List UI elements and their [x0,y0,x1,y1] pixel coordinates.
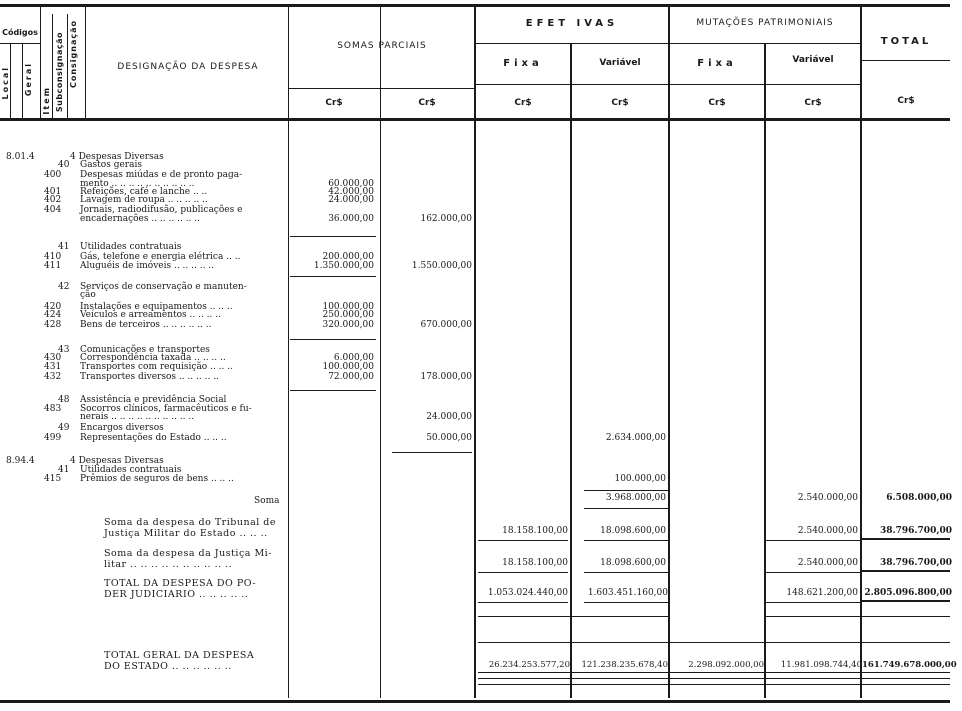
soma-tribunal-line1: Soma da despesa do Tribunal de [104,517,277,528]
total-geral-mut-fixa: 2.298.092.000,00 [688,660,764,670]
currency-label: Cr$ [611,98,629,108]
subtotal-rule [290,276,376,277]
row-partial-sum-1: 100.000,00 [322,302,374,312]
total-rule [584,540,668,541]
row-code: 49 [58,423,70,433]
total-poder-ef-fixa: 1.053.024.440,00 [487,588,568,598]
total-rule [862,570,950,572]
soma-tribunal-line2: Justiça Militar do Estado .. .. .. [104,528,268,539]
row-designation: Lavagem de roupa .. .. .. .. .. [80,195,208,205]
row-designation: Encargos diversos [80,423,164,433]
row-designation: Utilidades contratuais [80,465,182,475]
row-designation: Gás, telefone e energia elétrica .. .. [80,252,241,262]
row-designation: Socorros clínicos, farmacêuticos e fu- [80,404,252,414]
row-code: 402 [44,195,62,205]
row-partial-sum-1: 200.000,00 [322,252,374,262]
header-codigos: Códigos [2,28,38,37]
soma-justica-ef-fixa: 18.158.100,00 [502,558,568,568]
row-designation: Bens de terceiros .. .. .. .. .. .. [80,320,212,330]
total-rule [478,642,950,643]
col-divider [288,7,289,698]
header-efetivas-fixa: Fixa [503,58,543,69]
header-consignacao: Consignação [69,20,78,89]
total-rule [478,616,668,617]
total-geral-mut-variavel: 11.981.098.744,40 [780,660,862,670]
subheader-rule [288,88,474,89]
row-partial-sum-1: 1.350.000,00 [313,261,374,271]
row-designation: Comunicações e transportes [80,345,210,355]
total-rule [478,678,950,679]
total-rule [584,572,668,573]
row-designation: encadernações .. .. .. .. .. .. [80,214,200,224]
row-code: 428 [44,320,62,330]
soma-justica-mut-variavel: 2.540.000,00 [797,558,858,568]
header-total: TOTAL [880,36,932,47]
row-code: 499 [44,433,62,443]
code-col-divider [52,14,53,118]
code-col-divider [10,44,11,118]
row-designation: Serviços de conservação e manuten- [80,282,247,292]
currency-label: Cr$ [514,98,532,108]
soma-tribunal-ef-fixa: 18.158.100,00 [502,526,568,536]
row-designation: nerais .. .. .. .. .. .. .. .. .. .. [80,412,195,422]
total-poder-total: 2.805.096.800,00 [864,588,952,598]
row-designation: 4 Despesas Diversas [70,456,164,466]
total-rule [584,602,668,603]
soma-ef-variavel: 3.968.000,00 [605,493,666,503]
row-code: 400 [44,170,62,180]
row-designation: Gastos gerais [80,160,142,170]
row-designation: Transportes com requisição .. .. .. [80,362,233,372]
total-rule [766,540,860,541]
total-poder-line2: DER JUDICIARIO .. .. .. .. .. [104,589,249,600]
row-partial-sum-2: 50.000,00 [426,433,472,443]
row-designation: Despesas miúdas e de pronto paga- [80,170,243,180]
header-geral: Geral [24,62,33,97]
row-designation: Transportes diversos .. .. .. .. .. [80,372,219,382]
header-item: Item [42,86,51,115]
row-code: 42 [58,282,70,292]
total-rule [766,572,860,573]
header-designacao: DESIGNAÇÃO DA DESPESA [117,62,259,72]
code-col-divider [22,44,23,118]
soma-mut-variavel: 2.540.000,00 [797,493,858,503]
soma-justica-line1: Soma da despesa da Justiça Mi- [104,548,272,559]
row-partial-sum-1: 250.000,00 [322,310,374,320]
subtotal-rule [584,490,668,491]
col-divider [764,44,766,698]
subtotal-rule [290,236,376,237]
row-code: 411 [44,261,62,271]
row-code: 8.94.4 [6,456,35,466]
code-header-rule [0,43,40,44]
row-designation: Refeições, café e lanche .. .. [80,187,208,197]
row-code: 404 [44,205,62,215]
total-poder-ef-variavel: 1.603.451.160,00 [587,588,668,598]
currency-label: Cr$ [708,98,726,108]
row-partial-sum-1: 60.000,00 [328,179,374,189]
row-partial-sum-2: 24.000,00 [426,412,472,422]
currency-label: Cr$ [325,98,343,108]
header-mutacoes-fixa: Fixa [697,58,737,69]
code-col-divider [67,14,68,118]
col-divider [570,44,572,698]
row-partial-sum-2: 162.000,00 [420,214,472,224]
row-partial-sum-1: 24.000,00 [328,195,374,205]
total-rule [862,600,950,602]
row-partial-sum-1: 320.000,00 [322,320,374,330]
soma-tribunal-total: 38.796.700,00 [879,526,952,536]
soma-justica-line2: litar .. .. .. .. .. .. .. .. .. .. [104,559,233,570]
row-code: 431 [44,362,62,372]
row-code: 401 [44,187,62,197]
row-code: 415 [44,474,62,484]
bottom-rule [0,700,950,703]
total-rule [478,572,568,573]
row-code: 40 [58,160,70,170]
subheader-rule [862,60,950,61]
row-code: 432 [44,372,62,382]
currency-label: Cr$ [897,96,915,106]
header-local: Local [1,66,10,100]
row-efetiva-variavel: 2.634.000,00 [605,433,666,443]
row-code: 420 [44,302,62,312]
header-mutacoes-variavel: Variável [792,55,834,65]
total-rule [766,602,860,603]
header-mutacoes: MUTAÇÕES PATRIMONIAIS [696,18,834,28]
row-designation: Instalações e equipamentos .. .. .. [80,302,233,312]
row-code: 410 [44,252,62,262]
subtotal-rule [584,508,668,509]
soma-justica-ef-variavel: 18.098.600,00 [600,558,666,568]
col-divider [85,7,86,118]
header-efetivas: EFET IVAS [525,18,619,29]
row-code: 483 [44,404,62,414]
soma-tribunal-mut-variavel: 2.540.000,00 [797,526,858,536]
row-designation: Assistência e previdência Social [80,395,227,405]
total-rule [862,538,950,540]
header-subconsignacao: Subconsignação [55,32,64,113]
row-partial-sum-2: 1.550.000,00 [411,261,472,271]
row-code: 8.01.4 [6,152,35,162]
row-partial-sum-1: 6.000,00 [333,353,374,363]
total-rule [478,540,568,541]
col-divider [40,7,41,118]
total-poder-mut-variavel: 148.621.200,00 [786,588,858,598]
row-code: 424 [44,310,62,320]
total-geral-line2: DO ESTADO .. .. .. .. .. .. [104,661,232,672]
currency-label: Cr$ [804,98,822,108]
col-divider [668,7,670,698]
row-code: 43 [58,345,70,355]
total-rule [478,672,950,673]
total-geral-ef-variavel: 121.238.235.678,40 [581,660,668,670]
subheader-rule [476,84,860,85]
row-designation: Representações do Estado .. .. .. [80,433,227,443]
subtotal-rule [290,390,376,391]
row-designation: Jornais, radiodifusão, publicações e [80,205,243,215]
row-partial-sum-2: 670.000,00 [420,320,472,330]
header-somas-parciais: SOMAS PARCIAIS [337,41,427,51]
soma-justica-total: 38.796.700,00 [879,558,952,568]
row-code: 430 [44,353,62,363]
soma-label: Soma [254,496,280,506]
row-designation: ção [80,290,96,300]
row-designation: mento .. .. .. .. .. .. .. .. .. .. [80,179,195,189]
row-code: 48 [58,395,70,405]
total-geral-ef-fixa: 26.234.253.577,20 [488,660,570,670]
row-designation: Utilidades contratuais [80,242,182,252]
soma-tribunal-ef-variavel: 18.098.600,00 [600,526,666,536]
row-designation: 4 Despesas Diversas [70,152,164,162]
row-designation: Veículos e arreamentos .. .. .. .. [80,310,221,320]
row-partial-sum-1: 72.000,00 [328,372,374,382]
header-efetivas-variavel: Variável [599,58,641,68]
row-designation: Aluguéis de imóveis .. .. .. .. .. [80,261,215,271]
total-geral-total: 161.749.678.000,00 [862,660,957,670]
subheader-rule [476,43,860,44]
subtotal-rule [290,339,376,340]
row-code: 41 [58,242,70,252]
total-rule [478,684,950,685]
total-poder-line1: TOTAL DA DESPESA DO PO- [104,578,257,589]
currency-label: Cr$ [418,98,436,108]
row-partial-sum-1: 42.000,00 [328,187,374,197]
soma-total: 6.508.000,00 [886,493,952,503]
row-designation: Correspondência taxada .. .. .. .. [80,353,226,363]
total-rule [478,602,568,603]
total-rule [766,616,950,617]
subtotal-rule [392,452,472,453]
row-designation: Prêmios de seguros de bens .. .. .. [80,474,234,484]
row-efetiva-variavel: 100.000,00 [614,474,666,484]
total-geral-line1: TOTAL GERAL DA DESPESA [104,650,255,661]
row-partial-sum-2: 178.000,00 [420,372,472,382]
col-divider [380,7,381,698]
row-partial-sum-1: 100.000,00 [322,362,374,372]
row-code: 41 [58,465,70,475]
row-partial-sum-1: 36.000,00 [328,214,374,224]
